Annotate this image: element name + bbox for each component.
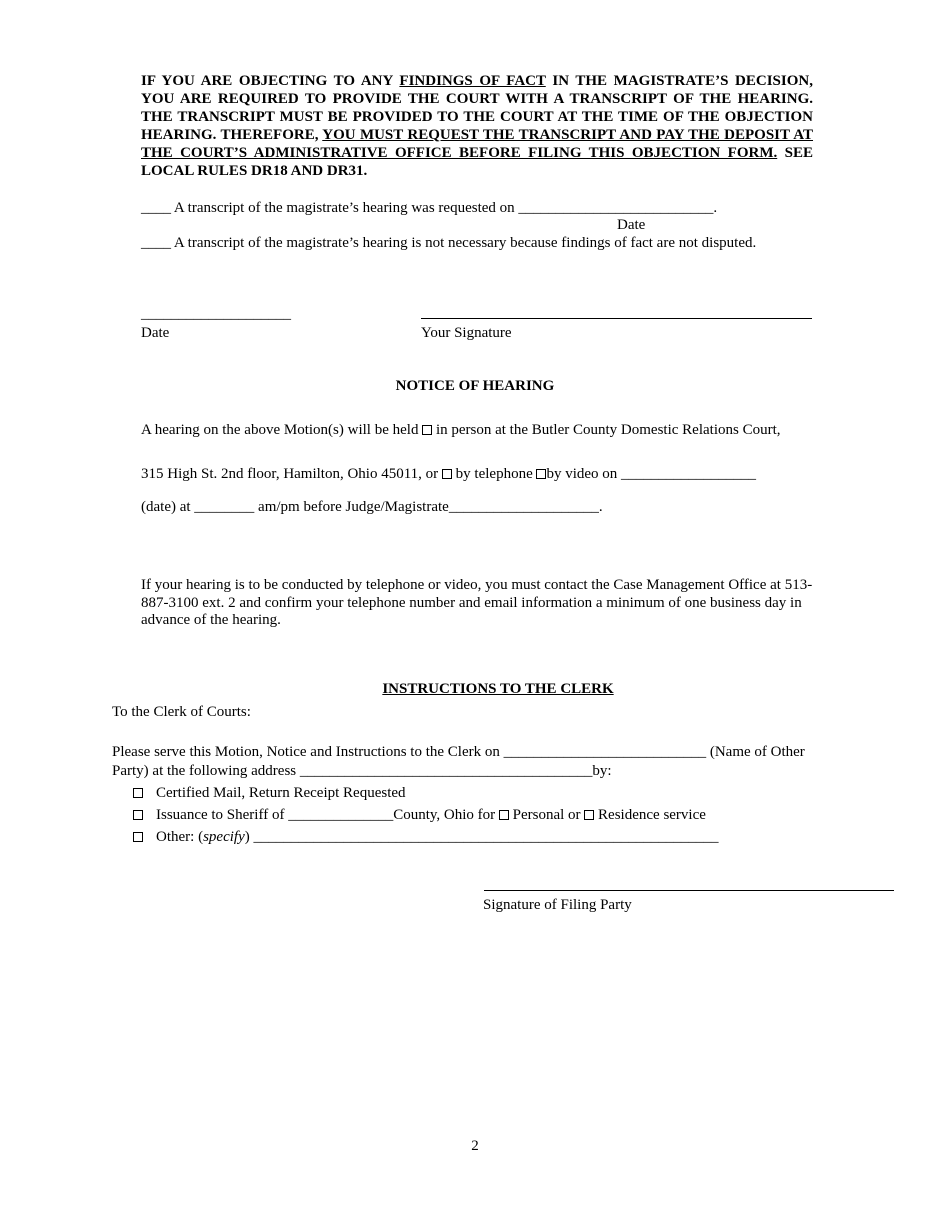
filing-party-signature-line[interactable] [484, 890, 894, 891]
transcript-date-label: Date [617, 217, 646, 233]
notice-heading: NOTICE OF HEARING [395, 378, 555, 394]
personal-service-checkbox[interactable] [499, 810, 509, 820]
other-checkbox[interactable] [133, 832, 143, 842]
request-transcript-emphasis: YOU MUST REQUEST THE TRANSCRIPT AND PAY THE DEPOSIT AT THE COURT’S ADMINISTRATIVE OFFICE BEFORE FILING THIS OBJECTION FORM. [141, 127, 814, 161]
sheriff-checkbox[interactable] [133, 810, 143, 820]
transcript-requested-option[interactable]: ____ A transcript of the magistrate’s hearing was requested on __________________________. [141, 200, 718, 216]
in-person-checkbox[interactable] [422, 425, 432, 435]
notice-line-1: A hearing on the above Motion(s) will be held in person at the Butler County Domestic Relations Court, [141, 422, 781, 438]
filing-party-signature-label: Signature of Filing Party [483, 897, 632, 913]
transcript-not-necessary-option[interactable]: ____ A transcript of the magistrate’s hearing is not necessary because findings of fact are not disputed. [141, 235, 757, 251]
video-checkbox[interactable] [536, 469, 546, 479]
notice-line-3: (date) at ________ am/pm before Judge/Magistrate____________________. [141, 499, 603, 515]
date-blank[interactable]: ____________________ [141, 306, 291, 322]
page-number: 2 [471, 1138, 479, 1154]
your-signature-label: Your Signature [421, 325, 512, 341]
clerk-instructions-heading: INSTRUCTIONS TO THE CLERK [382, 681, 614, 697]
other-option: Other: (specify) ______________________________________________________________ [133, 828, 718, 846]
serve-line-2: Party) at the following address _______________________________________by: [112, 763, 612, 779]
date-label: Date [141, 325, 170, 341]
residence-service-checkbox[interactable] [584, 810, 594, 820]
remote-hearing-paragraph: If your hearing is to be conducted by telephone or video, you must contact the Case Management Office at 513-887-3100 ext. 2 and confirm your telephone number and email information a minimum of one business day in advance of the hearing. [141, 577, 813, 628]
serve-line-1: Please serve this Motion, Notice and Instructions to the Clerk on ___________________________ (Name of Other [112, 744, 805, 760]
signature-line[interactable] [421, 318, 812, 319]
notice-line-2: 315 High St. 2nd floor, Hamilton, Ohio 45011, or by telephone by video on __________________ [141, 466, 757, 482]
sheriff-option: Issuance to Sheriff of ______________County, Ohio for Personal or Residence service [133, 806, 706, 824]
findings-of-fact-emphasis: FINDINGS OF FACT [399, 73, 546, 89]
clerk-salutation: To the Clerk of Courts: [112, 704, 251, 720]
certified-mail-checkbox[interactable] [133, 788, 143, 798]
transcript-warning: IF YOU ARE OBJECTING TO ANY FINDINGS OF FACT IN THE MAGISTRATE’S DECISION, YOU ARE REQUIRED TO PROVIDE THE COURT WITH A TRANSCRIPT OF THE HEARING. THE TRANSCRIPT MUST BE PROVIDED TO THE COURT AT THE TIME OF THE OBJECTION HEARING. THEREFORE, YOU MUST REQUEST THE TRANSCRIPT AND PAY THE DEPOSIT AT THE COURT’S ADMINISTRATIVE OFFICE BEFORE FILING THIS OBJECTION FORM. SEE LOCAL RULES DR18 AND DR31. [141, 73, 814, 179]
telephone-checkbox[interactable] [442, 469, 452, 479]
certified-mail-option: Certified Mail, Return Receipt Requested [133, 784, 406, 802]
